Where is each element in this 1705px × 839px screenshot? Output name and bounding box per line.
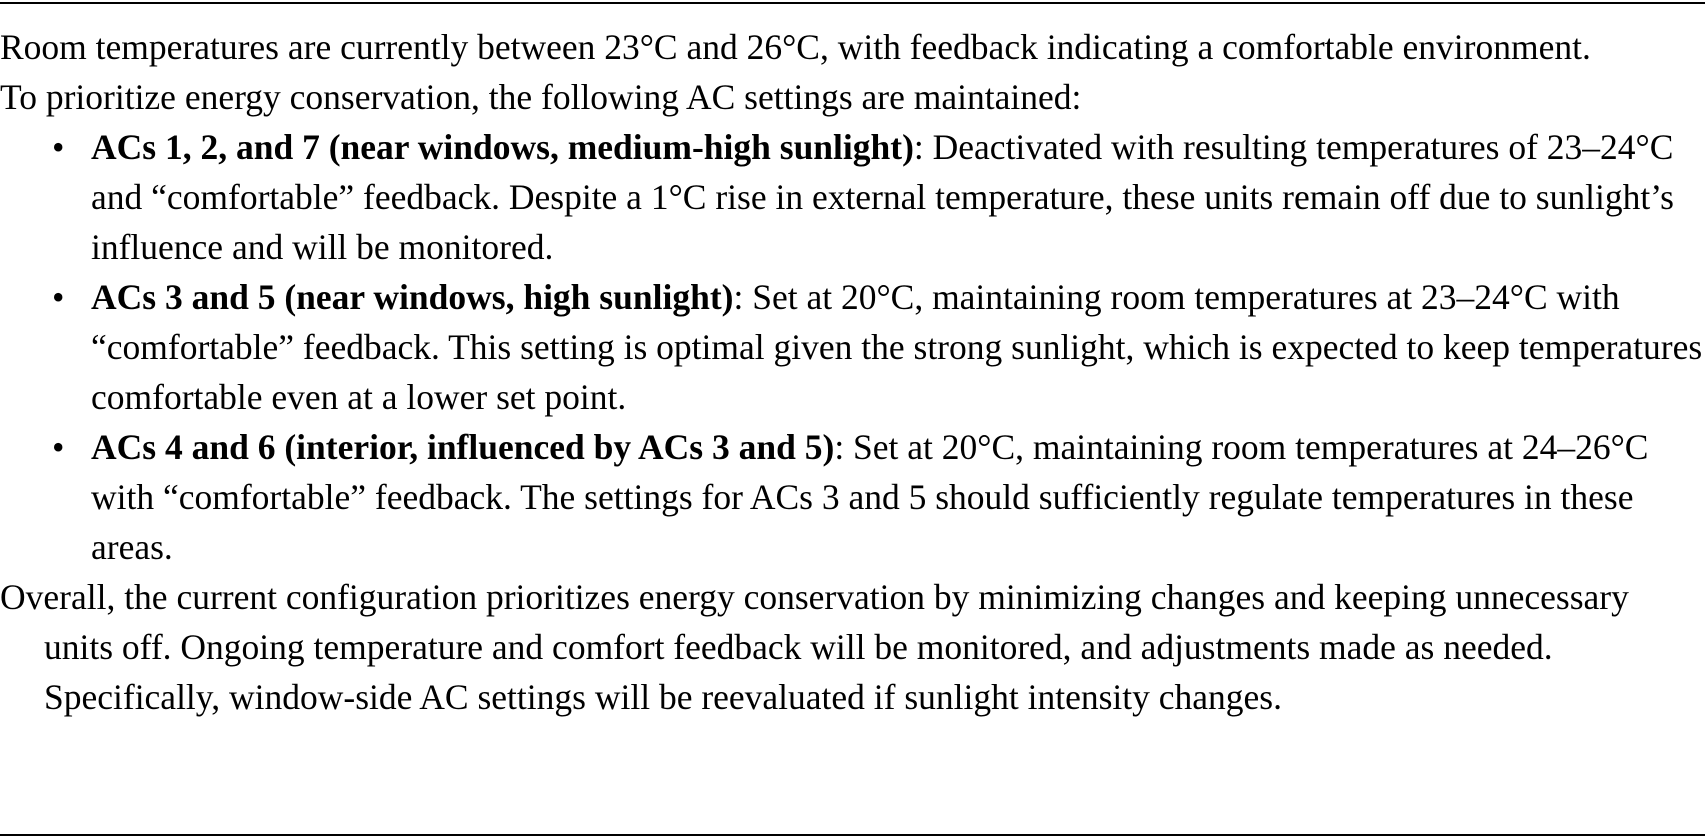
list-item — [0, 422, 1705, 572]
conclusion-paragraph: Overall, the current configuration prioritizes energy conservation by minimizing changes and keeping unnecessary units off. Ongoing temperature and comfort feedback will be monitored, and adjustments made as needed. Specifically, window-side AC settings will be reevaluated if sunlight intensity changes. — [0, 577, 1629, 717]
ac-settings-list — [0, 122, 1705, 572]
intro-paragraph: Room temperatures are currently between 23°C and 26°C, with feedback indicating a comfortable environment. — [0, 27, 1591, 67]
bullet-body: : Set at 20°C, maintaining room temperatures at 24–26°C with “comfortable” feedback. The settings for ACs 3 and 5 should sufficiently regulate temperatures in these areas. — [91, 427, 1649, 567]
bullet-heading: ACs 3 and 5 (near windows, high sunlight) — [91, 277, 734, 317]
document-body — [0, 22, 1705, 722]
bullet-icon: • — [52, 277, 65, 317]
list-item — [0, 272, 1705, 422]
list-item — [0, 122, 1705, 272]
top-rule — [0, 2, 1705, 4]
bottom-rule — [0, 834, 1705, 836]
bullet-heading: ACs 4 and 6 (interior, influenced by ACs 3 and 5) — [91, 427, 835, 467]
settings-intro-paragraph: To prioritize energy conservation, the following AC settings are maintained: — [0, 77, 1082, 117]
bullet-icon: • — [52, 427, 65, 467]
bullet-body: : Set at 20°C, maintaining room temperatures at 23–24°C with “comfortable” feedback. This setting is optimal given the strong sunlight, which is expected to keep temperatures comfortable even at a lower set point. — [91, 277, 1703, 417]
bullet-icon: • — [52, 127, 65, 167]
bullet-body: : Deactivated with resulting temperatures of 23–24°C and “comfortable” feedback. Despite a 1°C rise in external temperature, these units remain off due to sunlight’s influence and will be monitored. — [91, 127, 1674, 267]
bullet-heading: ACs 1, 2, and 7 (near windows, medium-high sunlight) — [91, 127, 914, 167]
